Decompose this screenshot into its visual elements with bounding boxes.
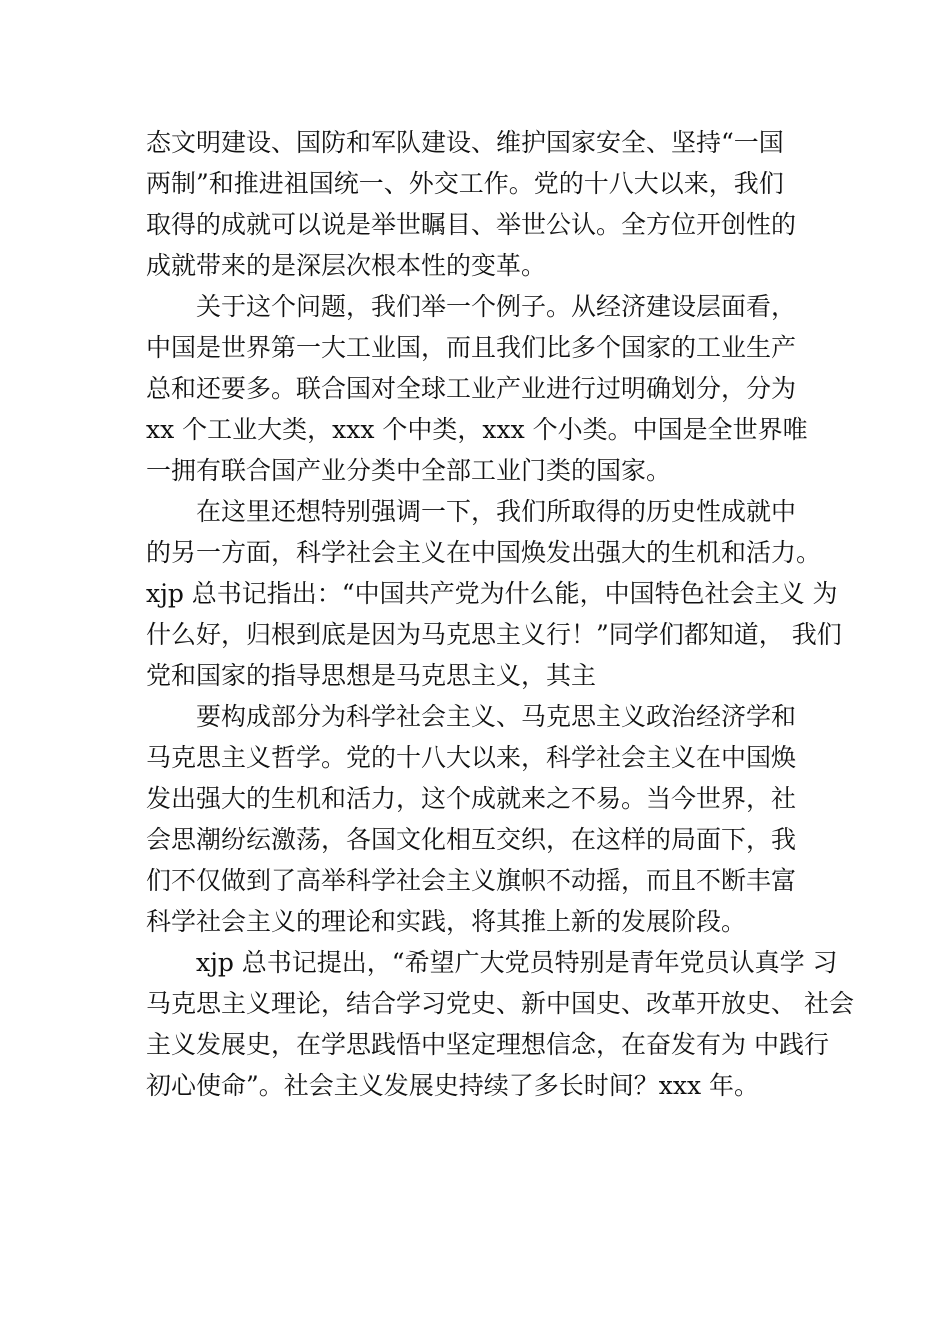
text-line: xx 个工业大类，xxx 个中类，xxx 个小类。中国是全世界唯 bbox=[146, 415, 808, 444]
text-line: 科学社会主义的理论和实践，将其推上新的发展阶段。 bbox=[146, 907, 747, 936]
text-line: 们不仅做到了高举科学社会主义旗帜不动摇，而且不断丰富 bbox=[146, 866, 797, 895]
text-line: 主义发展史，在学思践悟中坚定理想信念，在奋发有为 中践行 bbox=[146, 1030, 829, 1059]
text-line: 的另一方面，科学社会主义在中国焕发出强大的生机和活力。 bbox=[146, 538, 822, 567]
text-line: 取得的成就可以说是举世瞩目、举世公认。全方位开创性的 bbox=[146, 210, 797, 239]
text-line: 总和还要多。联合国对全球工业产业进行过明确划分，分为 bbox=[146, 374, 797, 403]
text-line: 马克思主义哲学。党的十八大以来，科学社会主义在中国焕 bbox=[146, 743, 797, 772]
text-line: 成就带来的是深层次根本性的变革。 bbox=[146, 251, 547, 280]
text-line: xjp 总书记指出：“中国共产党为什么能，中国特色社会主义 为 bbox=[146, 579, 838, 608]
text-line: 马克思主义理论，结合学习党史、新中国史、改革开放史、 社会 bbox=[146, 989, 854, 1018]
text-line: 党和国家的指导思想是马克思主义，其主 bbox=[146, 661, 597, 690]
text-line: 要构成部分为科学社会主义、马克思主义政治经济学和 bbox=[146, 702, 797, 731]
text-line: xjp 总书记提出，“希望广大党员特别是青年党员认真学 习 bbox=[146, 948, 838, 977]
text-line: 关于这个问题，我们举一个例子。从经济建设层面看， bbox=[146, 292, 797, 321]
text-line: 态文明建设、国防和军队建设、维护国家安全、坚持“一国 bbox=[146, 128, 784, 157]
text-line: 发出强大的生机和活力，这个成就来之不易。当今世界，社 bbox=[146, 784, 797, 813]
body-text bbox=[146, 122, 854, 1106]
text-line: 初心使命”。社会主义发展史持续了多长时间？xxx 年。 bbox=[146, 1071, 760, 1100]
text-line: 会思潮纷纭激荡，各国文化相互交织，在这样的局面下，我 bbox=[146, 825, 797, 854]
text-line: 两制”和推进祖国统一、外交工作。党的十八大以来，我们 bbox=[146, 169, 784, 198]
text-line: 在这里还想特别强调一下，我们所取得的历史性成就中 bbox=[146, 497, 797, 526]
text-line: 中国是世界第一大工业国，而且我们比多个国家的工业生产 bbox=[146, 333, 797, 362]
text-line: 什么好，归根到底是因为马克思主义行！”同学们都知道， 我们 bbox=[146, 620, 842, 649]
text-line: 一拥有联合国产业分类中全部工业门类的国家。 bbox=[146, 456, 672, 485]
